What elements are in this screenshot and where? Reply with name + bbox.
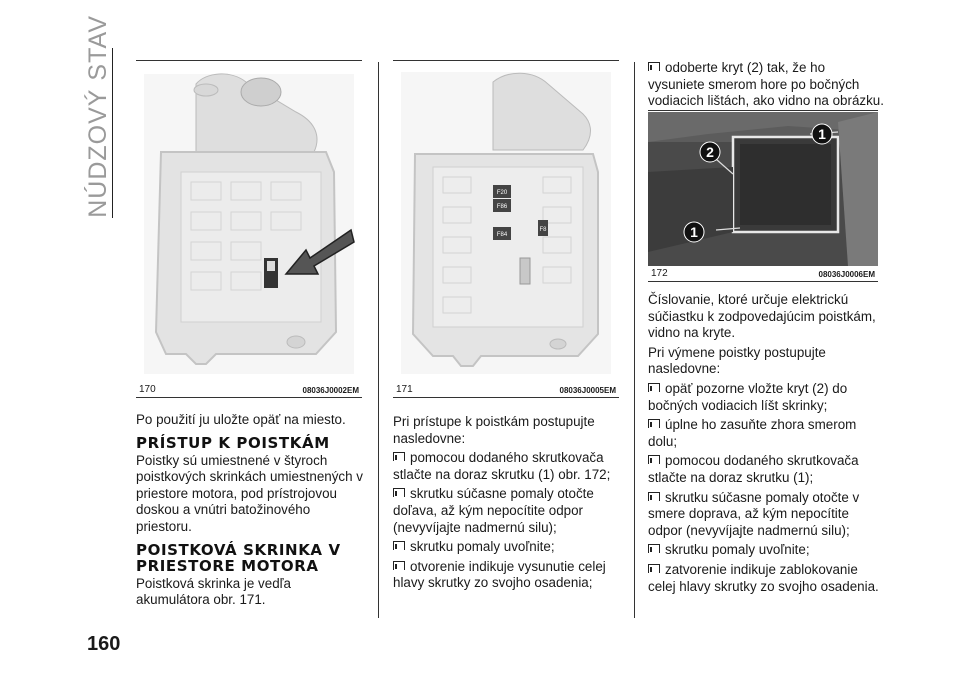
list-item: odoberte kryt (2) tak, že ho vysuniete smerom hore po bočných vodiacich lištách, ako vidno na obrázku. bbox=[648, 60, 884, 109]
figure-code: 08036J0006EM bbox=[818, 270, 875, 279]
heading-fuse-access: PRÍSTUP K POISTKÁM bbox=[136, 433, 330, 452]
paragraph: Poistková skrinka je vedľa akumulátora obr. 171. bbox=[136, 575, 291, 608]
callout-2: 2 bbox=[706, 144, 714, 160]
heading-engine-fuse-box: POISTKOVÁ SKRINKA V PRIESTORE MOTORA bbox=[136, 540, 341, 575]
bullet-icon bbox=[393, 488, 405, 497]
intro-text: Po použití ju uložte opäť na miesto. bbox=[136, 412, 346, 427]
bullet-icon bbox=[393, 561, 405, 570]
list-item: skrutku pomaly uvoľnite; bbox=[393, 539, 625, 556]
figure-code: 08036J0005EM bbox=[559, 386, 616, 395]
column-3-top bbox=[648, 60, 884, 113]
figure-rule bbox=[136, 60, 362, 61]
figure-rule bbox=[393, 397, 619, 398]
figure-rule bbox=[136, 397, 362, 398]
paragraph: Poistky sú umiestnené v štyroch poistkových skrinkách umiestnených v priestore motora, pod prístrojovou doskou a vnútri batožinového priestoru. bbox=[136, 452, 363, 534]
figure-code: 08036J0002EM bbox=[302, 386, 359, 395]
column-divider bbox=[378, 62, 379, 618]
bullet-icon bbox=[648, 62, 660, 71]
list-item: opäť pozorne vložte kryt (2) do bočných vodiacich líšt skrinky; bbox=[648, 380, 848, 413]
fuse-box-cover-illustration bbox=[136, 62, 362, 380]
bullet-icon bbox=[648, 455, 660, 464]
bullet-icon bbox=[648, 419, 660, 428]
figure-172 bbox=[648, 110, 878, 282]
figure-170 bbox=[136, 60, 362, 398]
paragraph: Pri výmene poistky postupujte nasledovne: bbox=[648, 344, 826, 377]
bullet-icon bbox=[648, 492, 660, 501]
list-item: pomocou dodaného skrutkovača stlačte na doraz skrutku (1) obr. 172; bbox=[393, 450, 611, 482]
list-item: otvorenie indikuje vysunutie celej hlavy skrutky zo svojho osadenia; bbox=[393, 558, 606, 591]
bullet-icon bbox=[393, 541, 405, 550]
fuse-box-open-illustration bbox=[393, 62, 619, 380]
figure-number: 170 bbox=[139, 384, 156, 395]
callout-1: 1 bbox=[690, 224, 698, 240]
bullet-icon bbox=[393, 452, 405, 461]
column-2 bbox=[393, 414, 625, 595]
bullet-icon bbox=[648, 564, 660, 573]
bullet-icon bbox=[648, 383, 660, 392]
figure-rule bbox=[393, 60, 619, 61]
figure-number: 171 bbox=[396, 384, 413, 395]
page-number: 160 bbox=[87, 633, 121, 655]
figure-number: 172 bbox=[651, 268, 668, 279]
fuse-label: F20 bbox=[496, 190, 508, 196]
list-item: skrutku pomaly uvoľnite; bbox=[648, 542, 884, 559]
figure-rule bbox=[648, 281, 878, 282]
intro-text: Pri prístupe k poistkám postupujte nasledovne: bbox=[393, 414, 595, 446]
fuse-label: F86 bbox=[496, 204, 508, 210]
callout-1: 1 bbox=[818, 126, 826, 142]
list-item: skrutku súčasne pomaly otočte v smere doprava, až kým nepocítite odpor (nevyvíjajte nadmernú silu); bbox=[648, 489, 860, 538]
fuse-label: F84 bbox=[496, 232, 508, 238]
section-title-text: NÚDZOVÝ STAV bbox=[83, 15, 112, 218]
list-item: skrutku súčasne pomaly otočte doľava, až kým nepocítite odpor (nevyvíjajte nadmernú silu); bbox=[393, 486, 594, 535]
bullet-icon bbox=[648, 544, 660, 553]
column-divider bbox=[634, 62, 635, 618]
column-3 bbox=[648, 292, 884, 598]
list-item: úplne ho zasuňte zhora smerom dolu; bbox=[648, 417, 857, 449]
section-rule bbox=[112, 48, 113, 218]
column-1 bbox=[136, 412, 368, 612]
figure-171 bbox=[393, 60, 619, 398]
engine-fuse-box-photo bbox=[648, 112, 878, 266]
paragraph: Číslovanie, ktoré určuje elektrickú súčiastku k zodpovedajúcim poistkám, vidno na kryte. bbox=[648, 292, 876, 341]
list-item: zatvorenie indikuje zablokovanie celej hlavy skrutky zo svojho osadenia. bbox=[648, 561, 879, 594]
fuse-label: F8 bbox=[539, 227, 547, 233]
list-item: pomocou dodaného skrutkovača stlačte na doraz skrutku (1); bbox=[648, 453, 859, 485]
